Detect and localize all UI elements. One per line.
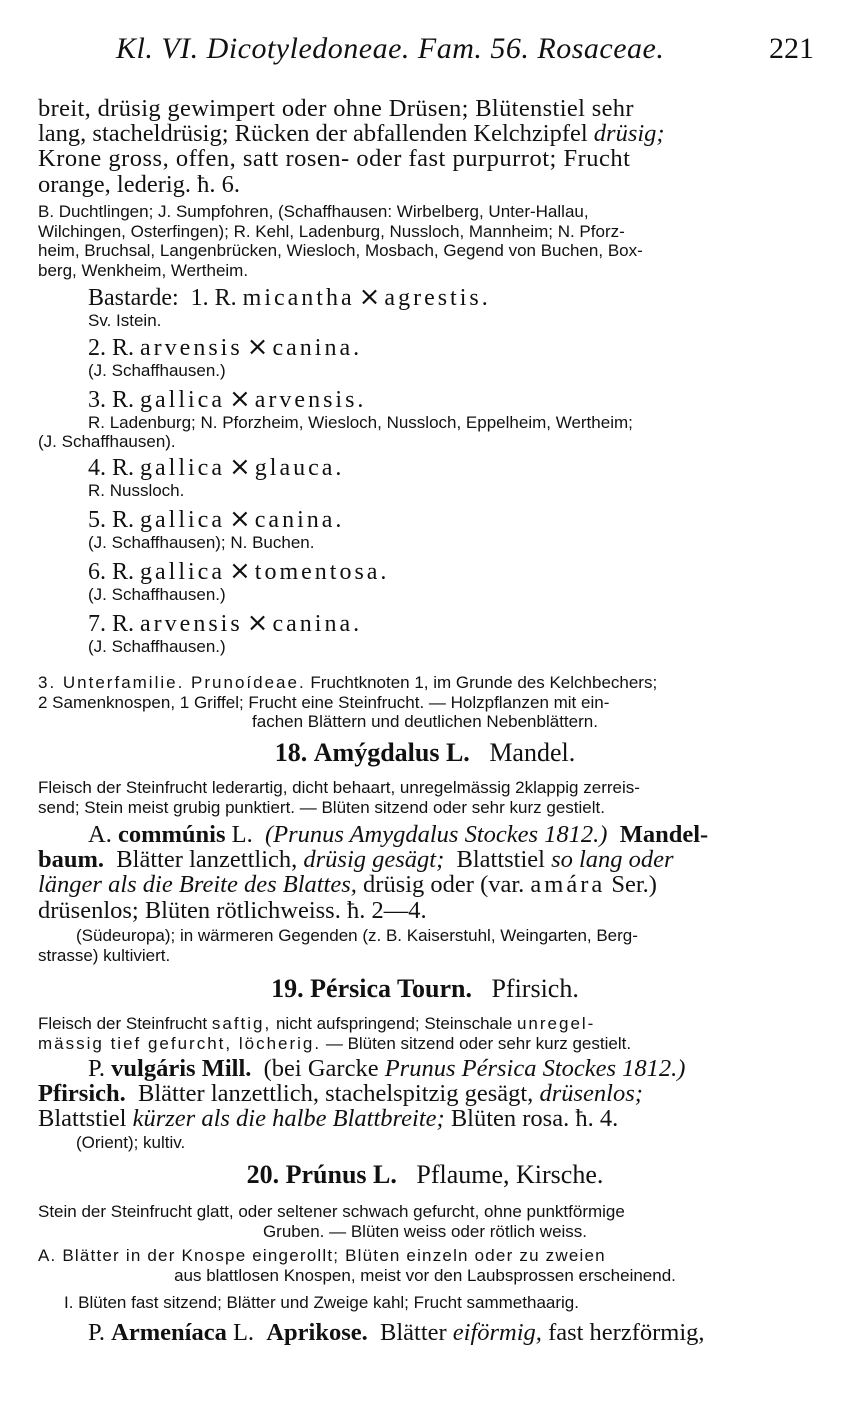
species-line [38,872,812,897]
locality-line: (Südeuropa); in wärmeren Gegenden (z. B. Kaiserstuhl, Weingarten, Berg- [76,926,638,945]
species-persica-vulgaris [38,1056,812,1132]
hybrid-parent-a: gallica [140,455,225,481]
genus-heading-19 [38,974,812,1004]
hybrid-name [88,334,362,361]
cross-icon: × [228,384,251,414]
species-common-name: Aprikose. [266,1319,368,1346]
intro-line: breit, drüsig gewimpert oder ohne Drüsen; Blütenstiel sehr [38,95,634,122]
species-prunus-armeniaca [38,1320,812,1345]
description-spaced: saftig, [211,1014,272,1033]
hybrid-num: 4. [88,455,106,481]
variety-name: amára [530,871,606,899]
hybrids-label: Bastarde: [88,285,179,311]
species-line [38,847,812,872]
hybrid-name [88,610,362,637]
hybrid-parent-b: canina. [272,611,363,637]
hybrid-3 [88,386,633,433]
description-line: Stein der Steinfrucht glatt, oder seltener schwach gefurcht, ohne punktförmige [38,1202,625,1221]
cross-icon: × [228,504,251,534]
genus-title [38,1160,812,1190]
subfamily-description [38,673,812,732]
hybrid-parent-a: arvensis [140,611,243,637]
locality-line: B. Duchtlingen; J. Sumpfohren, (Schaffhausen: Wirbelberg, Unter-Hallau, [38,202,589,221]
species-text: drüsig oder (var. [363,871,525,899]
intro-line: orange, lederig. ħ. 6. [38,170,241,198]
hybrid-1 [88,284,491,331]
genus-number: 20. [246,1160,280,1189]
hybrid-parent-a: micantha [242,285,355,311]
description-line: Fleisch der Steinfrucht lederartig, dicht behaart, unregelmässig 2klappig zerreis- [38,778,640,797]
hybrid-parent-b: arvensis. [254,387,367,413]
hybrid-name [88,386,633,413]
genus-number: 19. [271,974,304,1003]
genus-name: Pérsica Tourn. [310,974,472,1003]
species-text: Ser.) [611,871,657,899]
description-text: nicht aufspringend; Steinschale [275,1014,513,1033]
species-line [38,1106,812,1131]
hybrid-7 [88,610,362,657]
genus-name: Amýgdalus L. [313,738,470,767]
hybrid-6 [88,558,389,605]
locality-line: strasse) kultiviert. [38,945,171,965]
description-text: — Blüten sitzend oder sehr kurz gestielt. [325,1033,632,1053]
species-genus-abbrev: P. [88,1319,106,1346]
species-common-name-cont: baum. [38,846,105,874]
genus-name: Prúnus L. [285,1160,397,1189]
cross-icon: × [228,556,251,586]
hybrid-locality: (J. Schaffhausen.) [88,361,226,380]
hybrid-parent-a: arvensis [140,335,243,361]
subfamily-line [38,673,812,693]
species-common-name: Pfirsich. [38,1080,126,1108]
species-text-italic: drüsenlos; [539,1080,643,1108]
genus-common-name: Pfirsich. [491,974,579,1003]
description-spaced: mässig tief gefurcht, löcherig. [38,1033,322,1053]
running-title: Kl. VI. Dicotyledoneae. Fam. 56. Rosaceae. [116,32,665,65]
species-text: Blätter lanzettlich, stachelspitzig gesägt, [138,1080,534,1108]
hybrid-genus: R. [112,507,135,533]
hybrid-genus: R. [112,335,135,361]
genus-19-description [38,1014,812,1053]
species-name: vulgáris [111,1055,196,1082]
hybrid-parent-b: agrestis. [384,285,491,311]
species-text-italic: so lang oder [551,846,674,874]
species-text: Blattstiel [456,846,545,874]
species-text: Blätter lanzettlich, [116,846,298,874]
genus-18-description [38,778,812,817]
hybrid-parent-b: canina. [272,335,363,361]
hybrid-num: 1. [190,285,209,311]
species-line [38,822,812,847]
species-name: Armeníaca [111,1319,227,1346]
hybrid-locality: (J. Schaffhausen.) [88,585,226,604]
description-line [38,1034,812,1054]
description-line: send; Stein meist grubig punktiert. — Blüten sitzend oder sehr kurz gestielt. [38,797,605,817]
hybrid-locality: (J. Schaffhausen.) [88,637,226,656]
hybrid-5 [88,506,344,553]
locality-line: heim, Bruchsal, Langenbrücken, Wiesloch, Mosbach, Gegend von Buchen, Box- [38,241,643,260]
genus-number: 18. [274,738,308,767]
genus-title [38,974,812,1004]
species-text: Blattstiel [38,1105,127,1133]
hybrid-genus: R. [112,387,135,413]
species-genus-abbrev: A. [88,821,112,848]
genus-19-locality: (Orient); kultiv. [76,1133,186,1152]
genus-20-description [38,1202,812,1241]
species-text: fast herzförmig, [548,1319,705,1346]
description-line [38,1014,812,1034]
species-line: drüsenlos; Blüten rötlichweiss. ħ. 2—4. [38,896,427,924]
intro-italic: drüsig; [593,120,665,148]
hybrid-locality: R. Ladenburg; N. Pforzheim, Wiesloch, Nussloch, Eppelheim, Wertheim; [88,413,633,432]
hybrid-num: 6. [88,559,106,585]
key-line: A. Blätter in der Knospe eingerollt; Blüten einzeln oder zu zweien [38,1246,606,1265]
hybrid-locality: (J. Schaffhausen); N. Buchen. [88,533,315,552]
species-text: Blüten rosa. ħ. 4. [450,1105,619,1133]
genus-20-key-a [38,1246,812,1285]
species-text-italic: kürzer als die halbe Blattbreite; [132,1105,445,1133]
species-text: (bei Garcke [263,1055,379,1082]
hybrid-locality: R. Nussloch. [88,481,185,500]
hybrid-genus: R. [214,285,237,311]
subfamily-line: fachen Blättern und deutlichen Nebenblättern. [252,712,598,731]
species-name: commúnis [117,821,226,848]
hybrid-name [88,454,344,481]
hybrid-4 [88,454,344,501]
hybrid-locality: Sv. Istein. [88,311,162,330]
hybrid-num: 2. [88,335,106,361]
species-synonym: (Prunus Amygdalus Stockes 1812.) [264,821,608,848]
genus-title [38,738,812,768]
genus-common-name: Pflaume, Kirsche. [416,1160,604,1189]
genus-common-name: Mandel. [489,738,576,767]
hybrid-parent-a: gallica [140,559,225,585]
intro-line: Krone gross, offen, satt rosen- oder fast purpurrot; Frucht [38,145,631,173]
hybrid-genus: R. [112,611,135,637]
hybrid-parent-b: tomentosa. [254,559,390,585]
species-text-italic: eiförmig, [452,1319,542,1346]
subfamily-text: Fruchtknoten 1, im Grunde des Kelchbechers; [310,673,658,692]
subfamily-name: 3. Unterfamilie. Prunoídeae. [38,673,306,692]
genus-heading-18 [38,738,812,768]
species-line [38,1056,812,1081]
species-text: Blätter [379,1319,447,1346]
cross-icon: × [246,608,269,638]
species-text-italic: länger als die Breite des Blattes, [38,871,357,899]
hybrid-parent-a: gallica [140,387,225,413]
hybrid-genus: R. [112,455,135,481]
species-text-italic: drüsig gesägt; [303,846,445,874]
cross-icon: × [358,282,381,312]
species-genus-abbrev: P. [88,1055,106,1082]
description-line: Gruben. — Blüten weiss oder rötlich weiss. [262,1221,588,1241]
species-author: L. [231,821,253,848]
page-number: 221 [769,32,814,65]
species-line [38,1081,812,1106]
cross-icon: × [246,332,269,362]
cross-icon: × [228,452,251,482]
hybrid-num: 7. [88,611,106,637]
hybrid-genus: R. [112,559,135,585]
intro-paragraph [38,96,812,197]
hybrid-num: 3. [88,387,106,413]
species-author: L. [232,1319,255,1346]
intro-line [38,121,812,146]
hybrid-name [88,506,344,533]
species-common-name: Mandel- [619,821,709,848]
species-line [38,1320,812,1345]
hybrid-2 [88,334,362,381]
running-head [0,0,850,90]
hybrid-parent-a: gallica [140,507,225,533]
key-line: aus blattlosen Knospen, meist vor den Laubsprossen erscheinend. [174,1265,676,1285]
description-text: Fleisch der Steinfrucht [38,1014,208,1033]
hybrid-name [88,558,389,585]
genus-heading-20 [38,1160,812,1190]
species-author: Mill. [201,1055,252,1082]
description-spaced: unregel- [516,1014,596,1033]
genus-20-key-i: I. Blüten fast sitzend; Blätter und Zweige kahl; Frucht sammethaarig. [64,1293,579,1312]
hybrid-parent-b: glauca. [254,455,345,481]
hybrid-parent-b: canina. [254,507,345,533]
species-amygdalus-communis [38,822,812,923]
subfamily-line: 2 Samenknospen, 1 Griffel; Frucht eine Steinfrucht. — Holzpflanzen mit ein- [38,692,610,712]
hybrid-3-locality-cont: (J. Schaffhausen). [38,432,176,451]
species-synonym: Prunus Pérsica Stockes 1812.) [384,1055,686,1082]
locality-line: berg, Wenkheim, Wertheim. [38,260,249,280]
hybrid-name [88,284,491,311]
genus-18-locality [38,926,812,965]
locality-line: Wilchingen, Osterfingen); R. Kehl, Ladenburg, Nussloch, Mannheim; N. Pforz- [38,221,625,241]
intro-text: lang, stacheldrüsig; Rücken der abfallenden Kelchzipfel [38,120,588,148]
intro-localities [38,202,812,280]
hybrid-num: 5. [88,507,106,533]
